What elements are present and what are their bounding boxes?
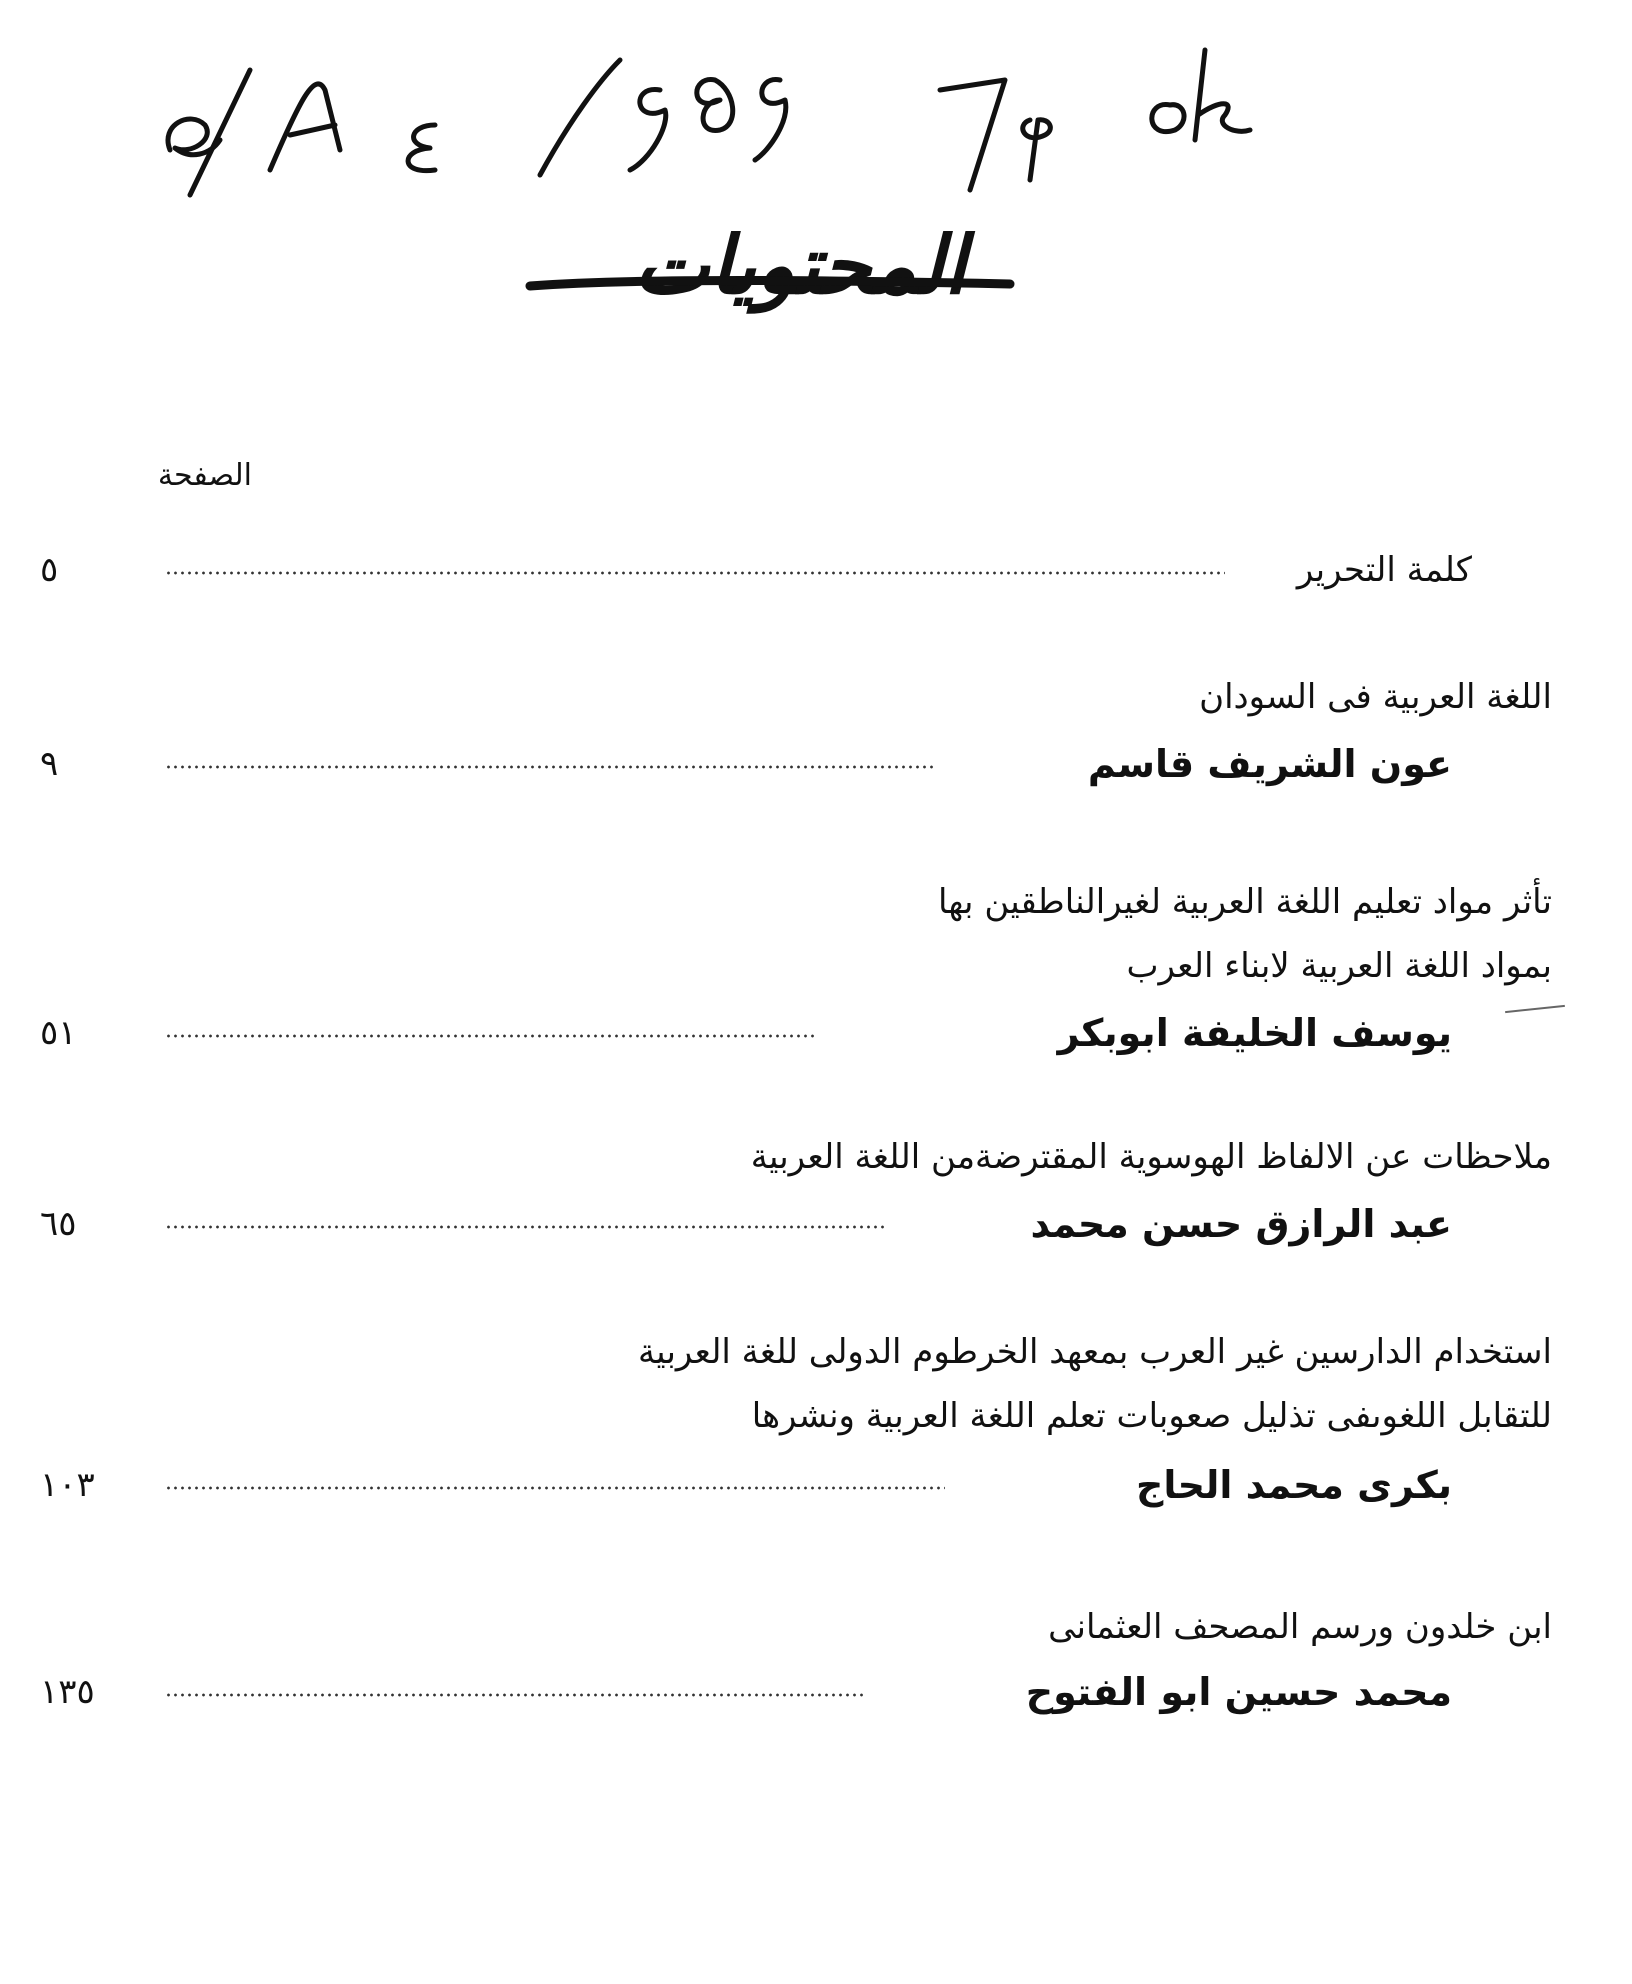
page-number: ٩ bbox=[40, 744, 59, 784]
dot-leaders bbox=[165, 1693, 865, 1697]
entry-row bbox=[0, 535, 1552, 605]
dot-leaders bbox=[165, 1486, 945, 1490]
page-number: ١٠٣ bbox=[40, 1465, 95, 1505]
dot-leaders bbox=[165, 1225, 885, 1229]
page-number: ٥١ bbox=[40, 1013, 77, 1053]
entry-author-row bbox=[0, 1450, 1552, 1520]
page-number: ١٣٥ bbox=[40, 1672, 95, 1712]
entry-author: عبد الرازق حسن محمد bbox=[1030, 1202, 1452, 1246]
entry-author-row bbox=[0, 998, 1552, 1068]
entry-author-row bbox=[0, 729, 1552, 799]
entry-author: بكرى محمد الحاج bbox=[1136, 1463, 1452, 1507]
entry-author-row bbox=[0, 1657, 1552, 1727]
entry-title-line-1: استخدام الدارسين غير العرب بمعهد الخرطوم الدولى للغة العربية bbox=[637, 1332, 1552, 1372]
dot-leaders bbox=[165, 1034, 815, 1038]
page-column-label: الصفحة bbox=[157, 458, 252, 493]
entry-author-row bbox=[0, 1189, 1552, 1259]
entry-title: اللغة العربية فى السودان bbox=[1199, 677, 1552, 717]
entry-title: ابن خلدون ورسم المصحف العثمانى bbox=[1048, 1607, 1552, 1647]
entry-author: محمد حسين ابو الفتوح bbox=[1025, 1670, 1452, 1714]
entry-author: يوسف الخليفة ابوبكر bbox=[1057, 1011, 1452, 1055]
entry-author: عون الشريف قاسم bbox=[1087, 742, 1452, 786]
entry-title-line-2: للتقابل اللغوىفى تذليل صعوبات تعلم اللغة العربية ونشرها bbox=[751, 1396, 1552, 1436]
entry-title: كلمة التحرير bbox=[1296, 550, 1472, 590]
page-number: ٦٥ bbox=[40, 1204, 77, 1244]
page-number: ٥ bbox=[40, 550, 59, 590]
entry-title-line-2: بمواد اللغة العربية لابناء العرب bbox=[1126, 946, 1552, 986]
entry-title: ملاحظات عن الالفاظ الهوسوية المقترضةمن اللغة العربية bbox=[750, 1137, 1552, 1177]
entry-title-line-1: تأثر مواد تعليم اللغة العربية لغيرالناطقين بها bbox=[938, 882, 1552, 922]
dot-leaders bbox=[165, 765, 935, 769]
dot-leaders bbox=[165, 571, 1225, 575]
page-title: المحتويات bbox=[634, 218, 966, 312]
